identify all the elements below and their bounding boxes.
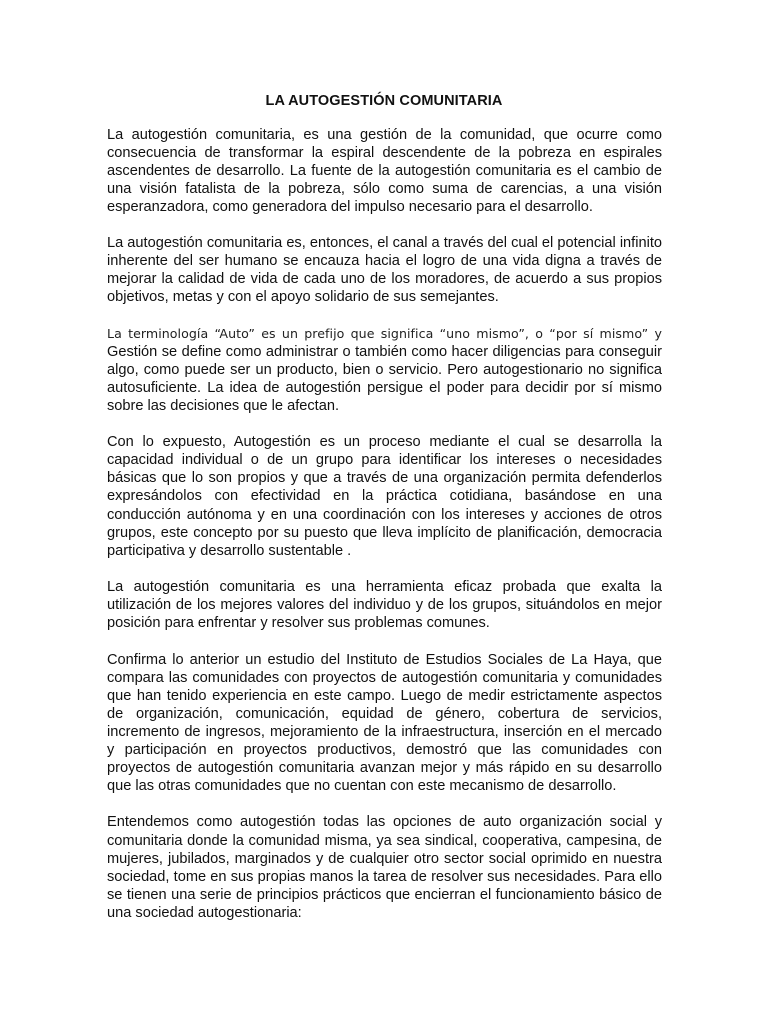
paragraph-5: La autogestión comunitaria es una herramienta eficaz probada que exalta la utilización de los mejores valores del individuo y de los grupos, situándolos en mejor posición para enfrentar y resolver sus problemas comunes. bbox=[107, 579, 662, 632]
paragraph-7: Entendemos como autogestión todas las opciones de auto organización social y comunitaria donde la comunidad misma, ya sea sindical, cooperativa, campesina, de mujeres, jubilados, marginados y de cualquier otro sector social oprimido en nuestra sociedad, tome en sus propias manos la tarea de resolver sus necesidades. Para ello se tienen una serie de principios prácticos que encierran el funcionamiento básico de una sociedad autogestionaria: bbox=[107, 814, 662, 921]
paragraph-1: La autogestión comunitaria, es una gestión de la comunidad, que ocurre como consecuencia de transformar la espiral descendente de la pobreza en espirales ascendentes de desarrollo. La fuente de la autogestión comunitaria es el cambio de una visión fatalista de la pobreza, sólo como suma de carencias, a una visión esperanzadora, como generadora del impulso necesario para el desarrollo. bbox=[107, 127, 662, 216]
document-body bbox=[107, 126, 662, 940]
paragraph-4: Con lo expuesto, Autogestión es un proceso mediante el cual se desarrolla la capacidad individual o de un grupo para identificar los intereses o necesidades básicas que lo son propios y que a través de una organización permita defenderlos expresándolos con efectividad en la práctica cotidiana, basándose en una conducción autónoma y en una coordinación con los intereses y acciones de otros grupos, este concepto por su puesto que lleva implícito de planificación, democracia participativa y desarrollo sustentable . bbox=[107, 434, 662, 559]
paragraph-3-lead: La terminología “Auto” es un prefijo que significa “uno mismo”, o “por sí mismo” y bbox=[107, 325, 662, 341]
paragraph-3 bbox=[107, 325, 662, 415]
paragraph-3-rest: Gestión se define como administrar o también como hacer diligencias para conseguir algo, como puede ser un producto, bien o servicio. Pero autogestionario no significa autosuficiente. La idea de autogestión persigue el poder para decidir por sí mismo sobre las decisiones que le afectan. bbox=[107, 343, 662, 414]
paragraph-2: La autogestión comunitaria es, entonces, el canal a través del cual el potencial infinito inherente del ser humano se encauza hacia el logro de una vida digna a través de mejorar la calidad de vida de cada uno de los moradores, de acuerdo a sus propios objetivos, metas y con el apoyo solidario de sus semejantes. bbox=[107, 234, 662, 306]
paragraph-6: Confirma lo anterior un estudio del Instituto de Estudios Sociales de La Haya, que compara las comunidades con proyectos de autogestión comunitaria y comunidades que han tenido experiencia en este campo. Luego de medir estrictamente aspectos de organización, comunicación, equidad de género, cobertura de servicios, incremento de ingresos, mejoramiento de la infraestructura, inserción en el mercado y participación en proyectos productivos, demostró que las comunidades con proyectos de autogestión comunitaria avanzan mejor y más rápido en su desarrollo que las otras comunidades que no cuentan con este mecanismo de desarrollo. bbox=[107, 651, 662, 795]
document-title: LA AUTOGESTIÓN COMUNITARIA bbox=[265, 93, 503, 109]
